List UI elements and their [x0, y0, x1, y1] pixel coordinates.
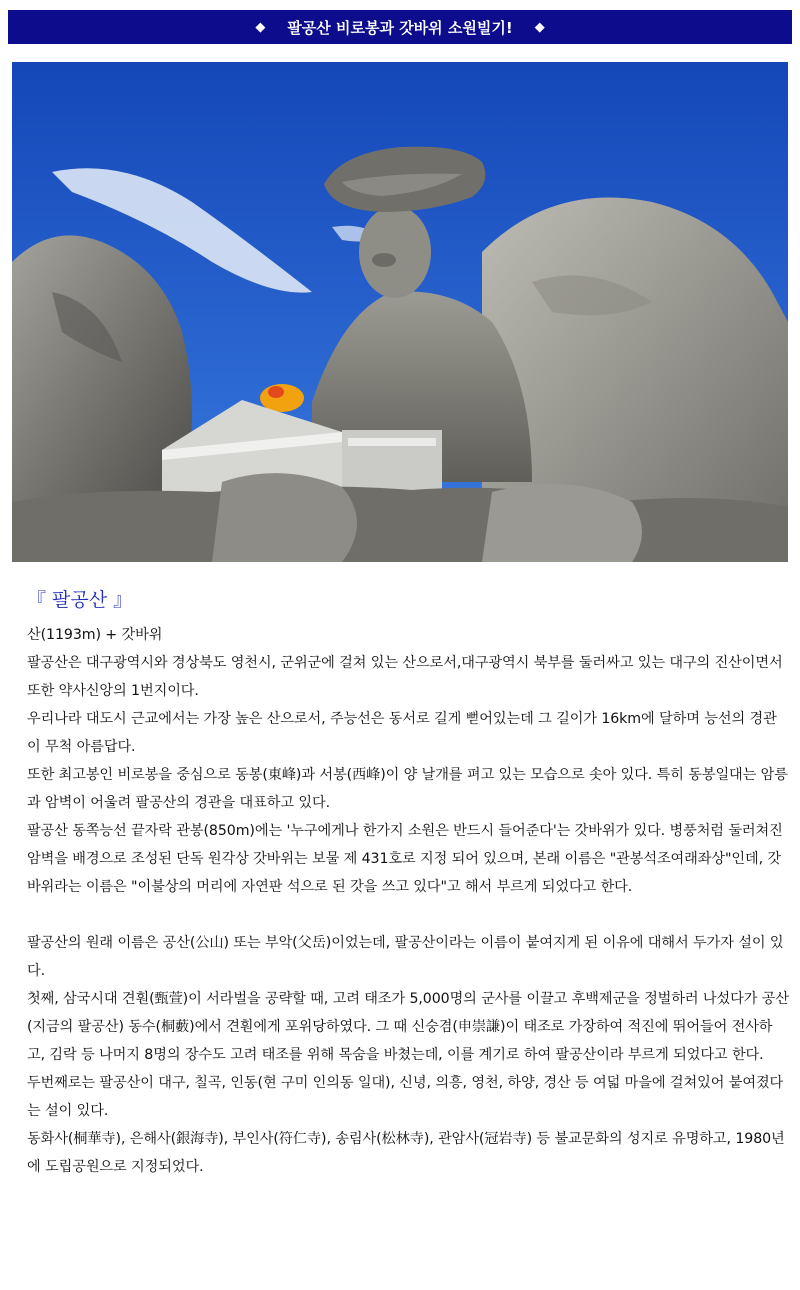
- paragraph: 또한 최고봉인 비로봉을 중심으로 동봉(東峰)과 서봉(西峰)이 양 날개를 펴고 있는 모습으로 솟아 있다. 특히 동봉일대는 암릉과 암벽이 어울려 팔공산의 경관을 대표하고 있다.: [27, 767, 788, 811]
- paragraph: 산(1193m) + 갓바위: [27, 627, 163, 643]
- article: [27, 585, 789, 1181]
- paragraph: 팔공산은 대구광역시와 경상북도 영천시, 군위군에 걸쳐 있는 산으로서,대구광역시 북부를 둘러싸고 있는 대구의 진산이면서 또한 약사신앙의 1번지이다.: [27, 655, 783, 699]
- title-banner: [8, 10, 792, 44]
- gatbawi-photo: [12, 62, 788, 562]
- article-heading: 『 팔공산 』: [27, 589, 133, 611]
- diamond-left-icon: ◆: [255, 19, 266, 35]
- paragraph: 동화사(桐華寺), 은해사(銀海寺), 부인사(符仁寺), 송림사(松林寺), 관암사(冠岩寺) 등 불교문화의 성지로 유명하고, 1980년에 도립공원으로 지정되었다.: [27, 1131, 785, 1175]
- paragraph: 우리나라 대도시 근교에서는 가장 높은 산으로서, 주능선은 동서로 길게 뻗어있는데 그 길이가 16km에 달하며 능선의 경관이 무척 아름답다.: [27, 711, 777, 755]
- stone-buddha-icon: [12, 62, 788, 562]
- paragraph-spacer: [27, 901, 789, 929]
- banner-title: 팔공산 비로봉과 갓바위 소원빌기!: [287, 18, 513, 37]
- paragraph: 두번째로는 팔공산이 대구, 칠곡, 인동(현 구미 인의동 일대), 신녕, 의흥, 영천, 하양, 경산 등 여덟 마을에 걸쳐있어 붙여졌다는 설이 있다.: [27, 1075, 784, 1119]
- paragraph: 팔공산 동쪽능선 끝자락 관봉(850m)에는 '누구에게나 한가지 소원은 반드시 들어준다'는 갓바위가 있다. 병풍처럼 둘러쳐진 암벽을 배경으로 조성된 단독 원각상 갓바위는 보물 제 431호로 지정 되어 있으며, 본래 이름은 "관봉석조여래좌상"인데, 갓바위라는 이름은 "이불상의 머리에 자연판 석으로 된 갓을 쓰고 있다"고 해서 부르게 되었다고 한다.: [27, 823, 783, 895]
- paragraph: 팔공산의 원래 이름은 공산(公山) 또는 부악(父岳)이었는데, 팔공산이라는 이름이 붙여지게 된 이유에 대해서 두가자 설이 있다.: [27, 935, 784, 979]
- paragraph: 첫째, 삼국시대 견훤(甄萱)이 서라벌을 공략할 때, 고려 태조가 5,000명의 군사를 이끌고 후백제군을 정벌하러 나섰다가 공산(지금의 팔공산) 동수(桐藪)에서 견훤에게 포위당하였다. 그 때 신숭겸(申崇謙)이 태조로 가장하여 적진에 뛰어들어 전사하고, 김락 등 나머지 8명의 장수도 고려 태조를 위해 목숨을 바쳤는데, 이를 계기로 하여 팔공산이라 부르게 되었다고 한다.: [27, 991, 789, 1063]
- diamond-right-icon: ◆: [534, 19, 545, 35]
